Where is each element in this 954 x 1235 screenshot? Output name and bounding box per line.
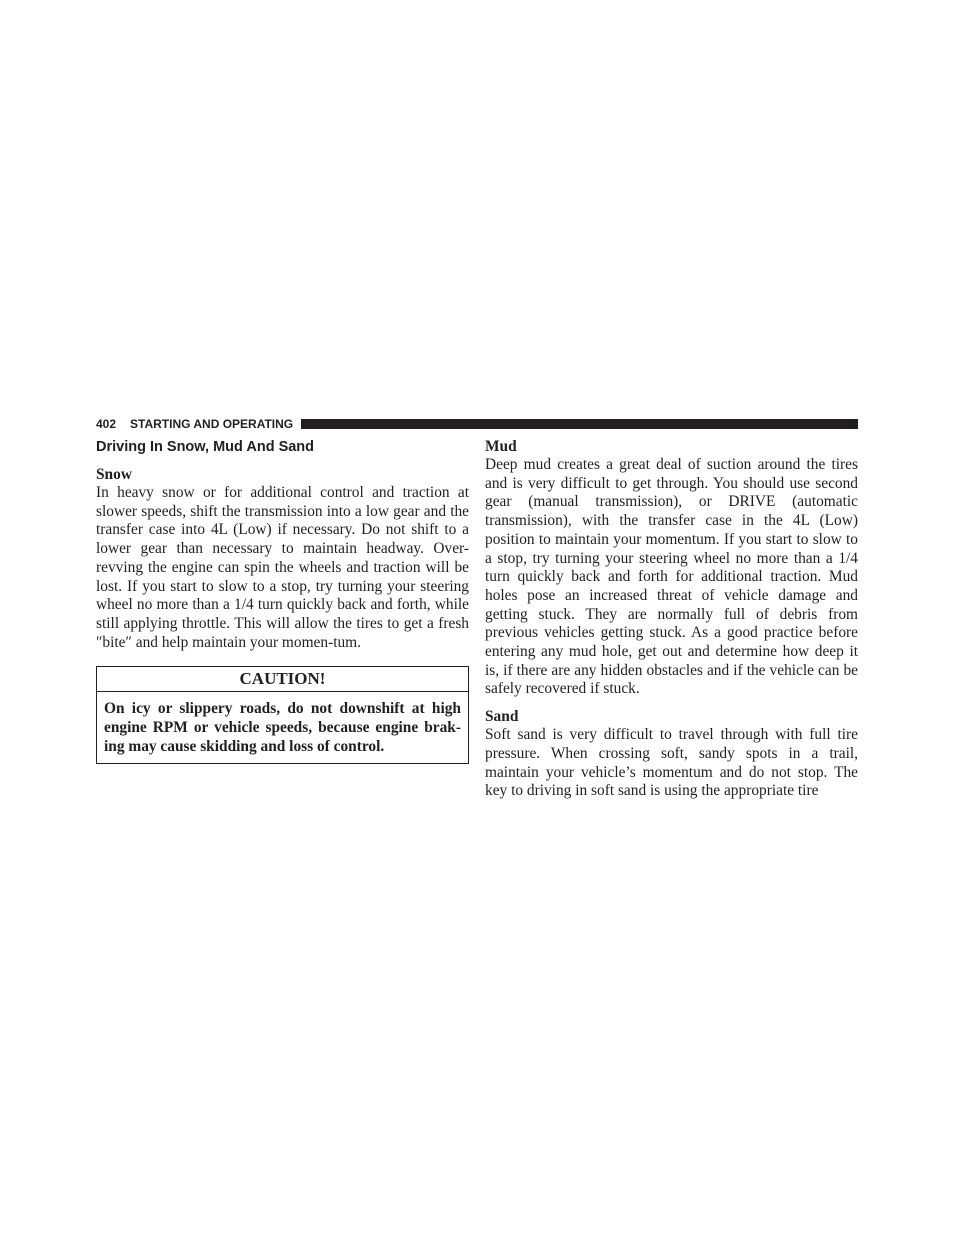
page-header [96, 416, 858, 432]
caution-text: On icy or slippery roads, do not downshift at high engine RPM or vehicle speeds, because engine brak-ing may cause skidding and loss of control. [104, 700, 461, 756]
snow-heading: Snow [96, 466, 132, 483]
right-column [485, 437, 858, 801]
spacer [485, 699, 858, 707]
mud-paragraph: Deep mud creates a great deal of suction around the tires and is very difficult to get through. You should use second gear (manual transmission), or DRIVE (automatic transmission), with the transfer case in the 4L (Low) position to maintain your momentum. If you start to slow to a stop, try turning your steering wheel no more than a 1/4 turn quickly back and forth for additional traction. Mud holes pose an increased threat of vehicle damage and getting stuck. They are normally full of debris from previous vehicles getting stuck. As a good practice before entering any mud hole, get out and determine how deep it is, if there are any hidden obstacles and if the vehicle can be safely recovered if stuck. [485, 456, 858, 698]
sand-paragraph: Soft sand is very difficult to travel through with full tire pressure. When crossing soft, sandy spots in a trail, maintain your vehicle’s momentum and do not stop. The key to driving in soft sand is using the appropriate tire [485, 726, 858, 800]
header-rule [301, 419, 858, 429]
spacer [96, 457, 469, 465]
mud-heading: Mud [485, 438, 517, 455]
left-column [96, 437, 469, 764]
caution-box [96, 666, 469, 764]
section-title: STARTING AND OPERATING [130, 417, 294, 431]
page-title: Driving In Snow, Mud And Sand [96, 439, 315, 455]
sand-heading: Sand [485, 708, 519, 726]
caution-title: CAUTION! [97, 667, 468, 692]
snow-paragraph: In heavy snow or for additional control and traction at slower speeds, shift the transmission into a low gear and the transfer case into 4L (Low) if necessary. Do not shift to a lower gear than necessary to maintain headway. Over-revving the engine can spin the wheels and traction will be lost. If you start to slow to a stop, try turning your steering wheel no more than a 1/4 turn quickly back and forth, while still applying throttle. This will allow the tires to get a fresh ″bite″ and help maintain your momen-tum. [96, 484, 469, 651]
page-number: 402 [96, 417, 117, 431]
